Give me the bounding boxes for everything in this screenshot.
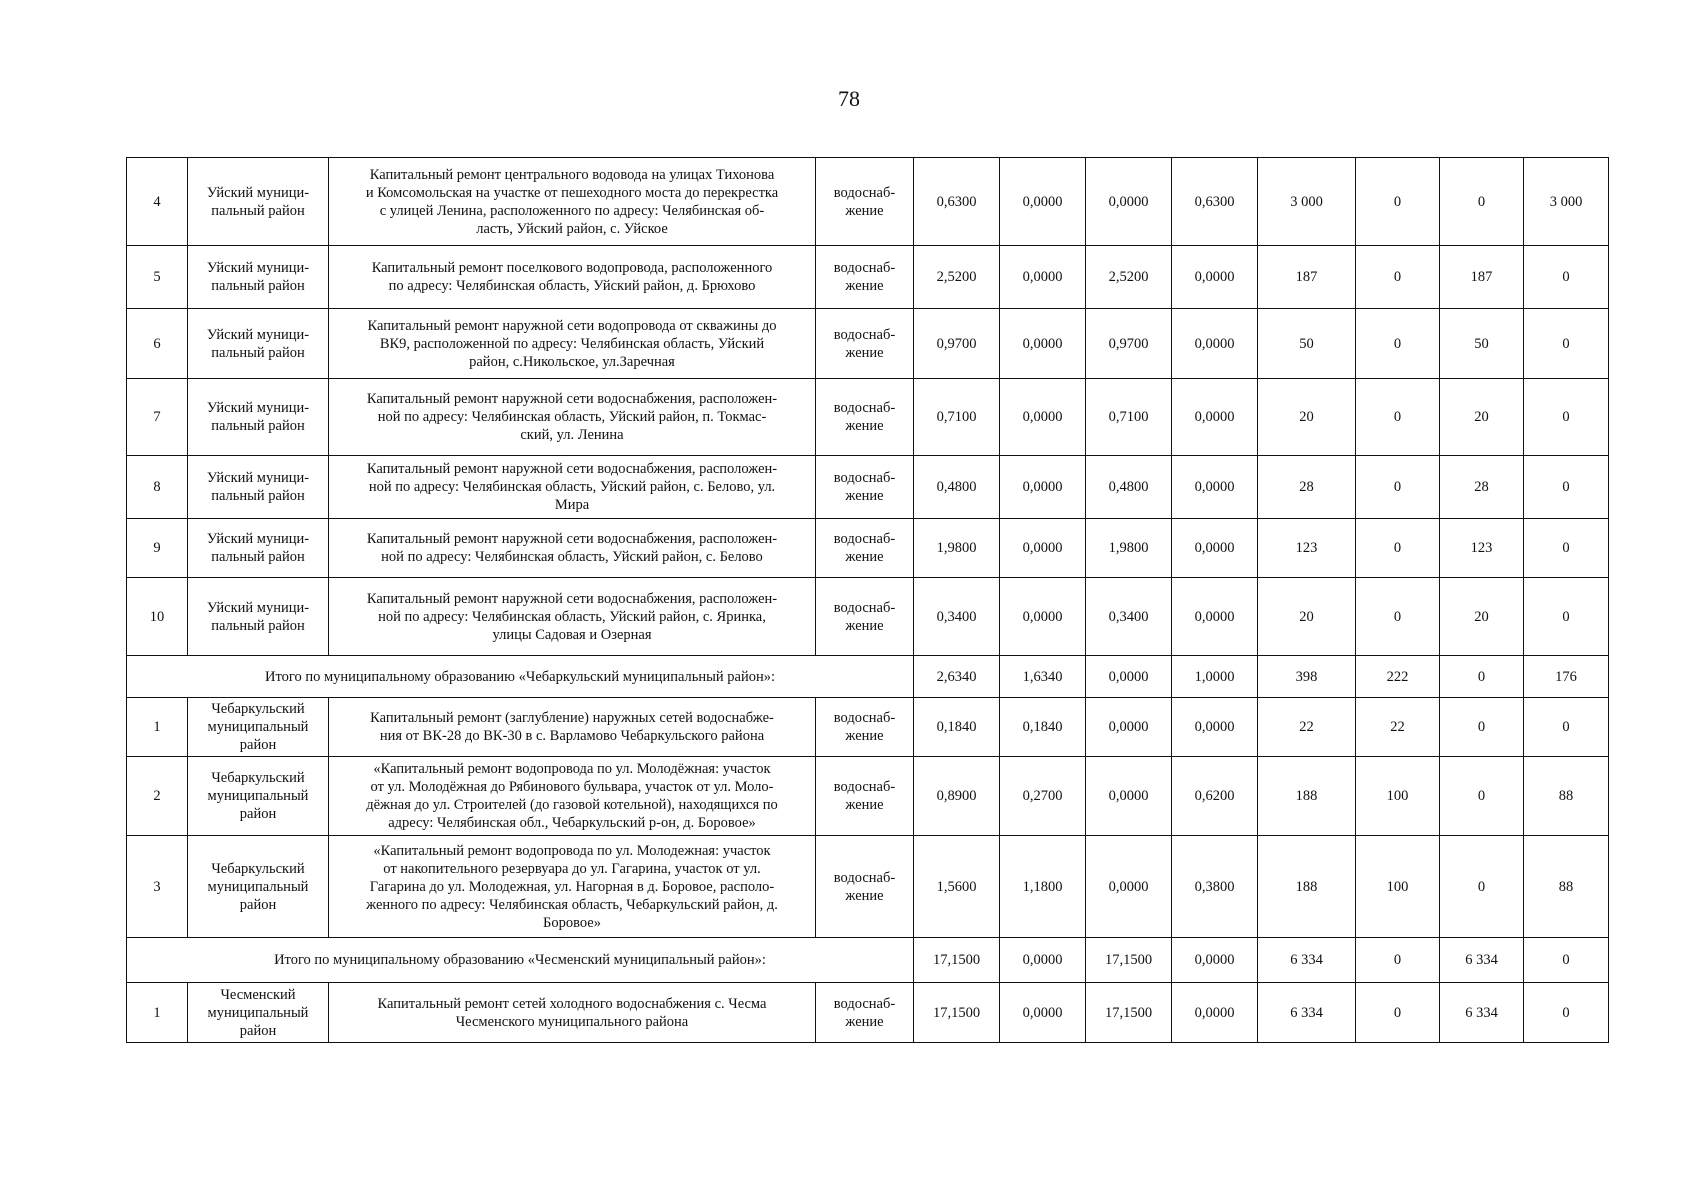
- category-cell: водоснаб- жение: [816, 698, 914, 757]
- category-cell: водоснаб- жение: [816, 246, 914, 309]
- category-cell: водоснаб- жение: [816, 578, 914, 656]
- value-cell: 28: [1258, 456, 1356, 519]
- value-cell: 0,0000: [1172, 456, 1258, 519]
- value-cell: 0: [1440, 836, 1524, 938]
- value-cell: 0,0000: [1000, 578, 1086, 656]
- value-cell: 0: [1524, 246, 1609, 309]
- category-cell: водоснаб- жение: [816, 836, 914, 938]
- value-cell: 0,0000: [1000, 519, 1086, 578]
- table-row: [127, 983, 1609, 1043]
- value-cell: 6 334: [1440, 983, 1524, 1043]
- value-cell: 0,0000: [1172, 379, 1258, 456]
- value-cell: 0,0000: [1000, 379, 1086, 456]
- value-cell: 188: [1258, 836, 1356, 938]
- value-cell: 20: [1440, 578, 1524, 656]
- value-cell: 0,0000: [1172, 983, 1258, 1043]
- value-cell: 20: [1258, 379, 1356, 456]
- district-cell: Уйский муници- пальный район: [188, 519, 329, 578]
- district-cell: Чебаркульский муниципальный район: [188, 836, 329, 938]
- value-cell: 88: [1524, 757, 1609, 836]
- value-cell: 0,0000: [1086, 836, 1172, 938]
- value-cell: 50: [1440, 309, 1524, 379]
- value-cell: 0,0000: [1172, 246, 1258, 309]
- description-cell: «Капитальный ремонт водопровода по ул. Молодежная: участок от накопительного резервуара до ул. Гагарина, участок от ул. Гагарина до ул. Молодежная, ул. Нагорная в д. Боровое, располо- женного по адресу: Челябинская область, Чебаркульский район, д. Боровое»: [329, 836, 816, 938]
- total-row: [127, 938, 1609, 983]
- row-number: 1: [127, 983, 188, 1043]
- value-cell: 0: [1524, 519, 1609, 578]
- value-cell: 0,0000: [1172, 938, 1258, 983]
- description-cell: Капитальный ремонт наружной сети водопровода от скважины до ВК9, расположенной по адресу: Челябинская область, Уйский район, с.Никольское, ул.Заречная: [329, 309, 816, 379]
- value-cell: 0,0000: [1086, 698, 1172, 757]
- value-cell: 2,6340: [914, 656, 1000, 698]
- value-cell: 0: [1524, 698, 1609, 757]
- table-row: [127, 379, 1609, 456]
- value-cell: 188: [1258, 757, 1356, 836]
- table-row: [127, 698, 1609, 757]
- value-cell: 398: [1258, 656, 1356, 698]
- description-cell: Капитальный ремонт поселкового водопровода, расположенного по адресу: Челябинская область, Уйский район, д. Брюхово: [329, 246, 816, 309]
- value-cell: 6 334: [1440, 938, 1524, 983]
- value-cell: 1,1800: [1000, 836, 1086, 938]
- category-cell: водоснаб- жение: [816, 519, 914, 578]
- value-cell: 0,4800: [914, 456, 1000, 519]
- value-cell: 0,8900: [914, 757, 1000, 836]
- value-cell: 0,0000: [1086, 158, 1172, 246]
- table-row: [127, 158, 1609, 246]
- description-cell: Капитальный ремонт сетей холодного водоснабжения с. Чесма Чесменского муниципального района: [329, 983, 816, 1043]
- value-cell: 0,0000: [1000, 246, 1086, 309]
- description-cell: Капитальный ремонт наружной сети водоснабжения, расположен- ной по адресу: Челябинская область, Уйский район, с. Яринка, улицы Садовая и Озерная: [329, 578, 816, 656]
- value-cell: 0,0000: [1172, 309, 1258, 379]
- value-cell: 6 334: [1258, 983, 1356, 1043]
- description-cell: Капитальный ремонт наружной сети водоснабжения, расположен- ной по адресу: Челябинская область, Уйский район, п. Токмас- ский, ул. Ленина: [329, 379, 816, 456]
- value-cell: 50: [1258, 309, 1356, 379]
- district-cell: Уйский муници- пальный район: [188, 456, 329, 519]
- value-cell: 0,0000: [1086, 757, 1172, 836]
- table-row: [127, 456, 1609, 519]
- value-cell: 0,9700: [914, 309, 1000, 379]
- value-cell: 20: [1258, 578, 1356, 656]
- value-cell: 0,0000: [1000, 456, 1086, 519]
- value-cell: 17,1500: [914, 938, 1000, 983]
- value-cell: 0: [1356, 246, 1440, 309]
- row-number: 1: [127, 698, 188, 757]
- value-cell: 0: [1356, 158, 1440, 246]
- value-cell: 3 000: [1258, 158, 1356, 246]
- value-cell: 88: [1524, 836, 1609, 938]
- row-number: 3: [127, 836, 188, 938]
- value-cell: 20: [1440, 379, 1524, 456]
- value-cell: 1,9800: [1086, 519, 1172, 578]
- value-cell: 123: [1258, 519, 1356, 578]
- district-cell: Чебаркульский муниципальный район: [188, 698, 329, 757]
- value-cell: 0,4800: [1086, 456, 1172, 519]
- value-cell: 0,0000: [1172, 698, 1258, 757]
- value-cell: 28: [1440, 456, 1524, 519]
- table-row: [127, 309, 1609, 379]
- value-cell: 2,5200: [914, 246, 1000, 309]
- table-row: [127, 757, 1609, 836]
- value-cell: 17,1500: [1086, 938, 1172, 983]
- value-cell: 187: [1440, 246, 1524, 309]
- value-cell: 1,0000: [1172, 656, 1258, 698]
- value-cell: 17,1500: [1086, 983, 1172, 1043]
- value-cell: 0: [1440, 757, 1524, 836]
- value-cell: 0: [1356, 519, 1440, 578]
- category-cell: водоснаб- жение: [816, 309, 914, 379]
- description-cell: Капитальный ремонт центрального водовода на улицах Тихонова и Комсомольская на участке от пешеходного моста до перекрестка с улицей Ленина, расположенного по адресу: Челябинская об- ласть, Уйский район, с. Уйское: [329, 158, 816, 246]
- value-cell: 0,0000: [1000, 309, 1086, 379]
- value-cell: 17,1500: [914, 983, 1000, 1043]
- value-cell: 0,0000: [1086, 656, 1172, 698]
- value-cell: 0: [1356, 379, 1440, 456]
- table-body: [127, 158, 1609, 1043]
- value-cell: 0,1840: [914, 698, 1000, 757]
- table-row: [127, 578, 1609, 656]
- total-label: Итого по муниципальному образованию «Чебаркульский муниципальный район»:: [127, 656, 914, 698]
- district-cell: Уйский муници- пальный район: [188, 246, 329, 309]
- row-number: 10: [127, 578, 188, 656]
- value-cell: 0: [1524, 456, 1609, 519]
- row-number: 4: [127, 158, 188, 246]
- page-number: 78: [838, 86, 860, 111]
- table-row: [127, 519, 1609, 578]
- value-cell: 222: [1356, 656, 1440, 698]
- value-cell: 0,3400: [1086, 578, 1172, 656]
- value-cell: 0: [1524, 983, 1609, 1043]
- value-cell: 0: [1524, 578, 1609, 656]
- table-row: [127, 246, 1609, 309]
- value-cell: 0,0000: [1000, 938, 1086, 983]
- value-cell: 0,1840: [1000, 698, 1086, 757]
- value-cell: 0: [1356, 578, 1440, 656]
- value-cell: 0: [1356, 938, 1440, 983]
- value-cell: 22: [1258, 698, 1356, 757]
- category-cell: водоснаб- жение: [816, 983, 914, 1043]
- district-cell: Уйский муници- пальный район: [188, 309, 329, 379]
- value-cell: 0: [1440, 656, 1524, 698]
- value-cell: 100: [1356, 757, 1440, 836]
- value-cell: 0,7100: [914, 379, 1000, 456]
- description-cell: Капитальный ремонт (заглубление) наружных сетей водоснабже- ния от ВК-28 до ВК-30 в с. Варламово Чебаркульского района: [329, 698, 816, 757]
- value-cell: 0: [1524, 938, 1609, 983]
- category-cell: водоснаб- жение: [816, 456, 914, 519]
- value-cell: 0: [1356, 456, 1440, 519]
- program-table: [126, 157, 1609, 1043]
- value-cell: 0: [1356, 983, 1440, 1043]
- district-cell: Уйский муници- пальный район: [188, 578, 329, 656]
- value-cell: 1,6340: [1000, 656, 1086, 698]
- description-cell: Капитальный ремонт наружной сети водоснабжения, расположен- ной по адресу: Челябинская область, Уйский район, с. Белово: [329, 519, 816, 578]
- value-cell: 0,2700: [1000, 757, 1086, 836]
- row-number: 9: [127, 519, 188, 578]
- value-cell: 0,6200: [1172, 757, 1258, 836]
- total-label: Итого по муниципальному образованию «Чесменский муниципальный район»:: [127, 938, 914, 983]
- row-number: 6: [127, 309, 188, 379]
- value-cell: 0,0000: [1172, 519, 1258, 578]
- row-number: 7: [127, 379, 188, 456]
- category-cell: водоснаб- жение: [816, 757, 914, 836]
- description-cell: «Капитальный ремонт водопровода по ул. Молодёжная: участок от ул. Молодёжная до Рябинового бульвара, участок от ул. Моло- дёжная до ул. Строителей (до газовой котельной), находящихся по адресу: Челябинская обл., Чебаркульский р-он, д. Боровое»: [329, 757, 816, 836]
- value-cell: 187: [1258, 246, 1356, 309]
- total-row: [127, 656, 1609, 698]
- value-cell: 0,6300: [1172, 158, 1258, 246]
- value-cell: 0,7100: [1086, 379, 1172, 456]
- district-cell: Чесменский муниципальный район: [188, 983, 329, 1043]
- value-cell: 0: [1440, 698, 1524, 757]
- value-cell: 0,9700: [1086, 309, 1172, 379]
- district-cell: Чебаркульский муниципальный район: [188, 757, 329, 836]
- value-cell: 0,6300: [914, 158, 1000, 246]
- table-row: [127, 836, 1609, 938]
- value-cell: 0: [1524, 379, 1609, 456]
- value-cell: 0,0000: [1172, 578, 1258, 656]
- district-cell: Уйский муници- пальный район: [188, 158, 329, 246]
- value-cell: 6 334: [1258, 938, 1356, 983]
- value-cell: 22: [1356, 698, 1440, 757]
- category-cell: водоснаб- жение: [816, 158, 914, 246]
- district-cell: Уйский муници- пальный район: [188, 379, 329, 456]
- row-number: 5: [127, 246, 188, 309]
- description-cell: Капитальный ремонт наружной сети водоснабжения, расположен- ной по адресу: Челябинская область, Уйский район, с. Белово, ул. Мира: [329, 456, 816, 519]
- row-number: 8: [127, 456, 188, 519]
- value-cell: 0,3400: [914, 578, 1000, 656]
- value-cell: 0,3800: [1172, 836, 1258, 938]
- value-cell: 0,0000: [1000, 983, 1086, 1043]
- value-cell: 1,5600: [914, 836, 1000, 938]
- row-number: 2: [127, 757, 188, 836]
- value-cell: 2,5200: [1086, 246, 1172, 309]
- value-cell: 1,9800: [914, 519, 1000, 578]
- value-cell: 0: [1440, 158, 1524, 246]
- value-cell: 0: [1524, 309, 1609, 379]
- value-cell: 0: [1356, 309, 1440, 379]
- category-cell: водоснаб- жение: [816, 379, 914, 456]
- value-cell: 100: [1356, 836, 1440, 938]
- value-cell: 176: [1524, 656, 1609, 698]
- value-cell: 123: [1440, 519, 1524, 578]
- value-cell: 0,0000: [1000, 158, 1086, 246]
- value-cell: 3 000: [1524, 158, 1609, 246]
